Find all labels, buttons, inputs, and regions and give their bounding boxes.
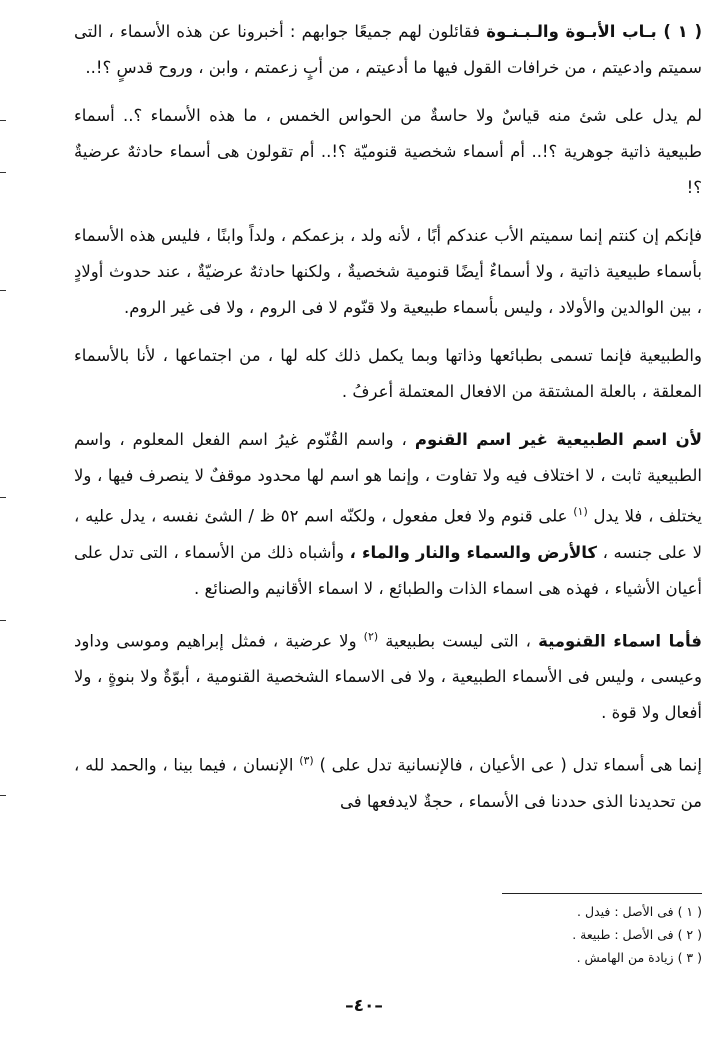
paragraph-text: ، التى ليست بطبيعية xyxy=(378,631,539,650)
footnote-divider xyxy=(502,893,702,894)
paragraph-text: إنما هى أسماء تدل ( عى الأعيان ، فالإنسانية تدل على ) xyxy=(313,755,702,775)
paragraph-fatherhood-sonship xyxy=(74,14,702,86)
page-number: –٤٠– xyxy=(345,996,383,1016)
margin-mark xyxy=(0,497,6,498)
footnotes xyxy=(302,900,702,969)
paragraph-names-of-things xyxy=(74,743,702,820)
bold-phrase: كالأرض والسماء والنار والماء ، xyxy=(349,542,598,562)
footnote-ref-2: (٢) xyxy=(363,629,379,643)
paragraph-text: والطبيعية فإنما تسمى بطبائعها وذاتها وبما يكمل ذلك كله لها ، من اجتماعها ، لأنا بالأسماء المعلقة ، بالعلة المشتقة من الافعال المعتملة أعرفُ . xyxy=(74,346,702,401)
section-heading: ( ١ ) بـاب الأبـوة والـبـنـوة xyxy=(486,22,702,41)
margin-mark xyxy=(0,172,6,173)
margin-mark xyxy=(0,120,6,121)
paragraph-text: ولا عرضية ، فمثل إبراهيم وموسى وداود وعيسى ، وليس فى الأسماء الطبيعية ، ولا فى الاسماء الشخصية القنومية ، أبوّةٌ ولا بنوةٍ ، ولا أفعال ولا قوة . xyxy=(74,631,702,722)
paragraph-text: الإنسان ، فيما بينا ، والحمد لله ، من تحديدنا الذى حددنا فى الأسماء ، حجةٌ لايدفعها فى xyxy=(74,755,702,811)
footnote-3: ( ٣ ) زيادة من الهامش . xyxy=(576,950,702,965)
paragraph-text: لم يدل على شئ منه قياسٌ ولا حاسةٌ من الحواس الخمس ، ما هذه الأسماء ؟.. أسماء طبيعية ذاتية جوهرية ؟!.. أم أسماء شخصية قنوميّة ؟!.. أم تقولون هى أسماء حادثهٌ عرضيةٌ ؟! xyxy=(74,106,702,197)
paragraph-natural-names xyxy=(74,338,702,410)
paragraph-text: فقائلون لهم جميعًا جوابهم : أخبرونا عن هذه الأسماء ، التى سميتم وادعيتم ، من خرافات القول فيها ما أدعيتم ، من أبٍ زعمتم ، وابن ، وروح قدسٍ ؟!.. xyxy=(74,22,702,77)
paragraph-text: على قنوم ولا فعل مفعول ، ولكنّه اسم ٥٢ ظ / الشئ نفسه ، يدل عليه ، لا على جنسه ، xyxy=(74,506,702,562)
bold-phrase: لأن اسم الطبيعية غير اسم القنوم xyxy=(414,430,703,449)
paragraph-text: وأشباه ذلك من الأسماء ، التى تدل على أعيان الأشياء ، فهذه هى اسماء الذات والطبائع ، لا اسماء الأقانيم والصنائع . xyxy=(74,542,702,598)
bold-phrase: فأما اسماء القنومية xyxy=(538,631,702,650)
footnote-ref-3: (٣) xyxy=(299,754,314,767)
paragraph-text: فإنكم إن كنتم إنما سميتم الأب عندكم أبًا ، لأنه ولد ، بزعمكم ، ولداً وابنًا ، فليس هذه الأسماء بأسماء طبيعية ذاتية ، ولا أسماءٌ أيضًا قنومية شخصيةٌ ، ولكنها حادثهٌ عرضيّةٌ ، عند حدوث أولادٍ ، بين الوالدين والأولاد ، وليس بأسماء طبيعية ولا قنّوم لا فى الروم ، ولا فى غير الروم. xyxy=(74,226,702,317)
margin-mark xyxy=(0,795,6,796)
footnote-ref-1: (١) xyxy=(573,505,588,518)
paragraph-hypostatic-names xyxy=(74,619,702,732)
footnote-1: ( ١ ) فى الأصل : فيدل . xyxy=(577,904,702,919)
margin-mark xyxy=(0,290,6,291)
paragraph-named-father xyxy=(74,218,702,326)
paragraph-no-analogy xyxy=(74,98,702,206)
main-text xyxy=(74,14,702,820)
margin-mark xyxy=(0,620,6,621)
paragraph-nature-vs-hypostasis xyxy=(74,422,702,607)
footnote-2: ( ٢ ) فى الأصل : طبيعة . xyxy=(572,927,702,942)
paragraph-text: ، واسم القُنّوم غيرُ اسم الفعل المعلوم ، واسم الطبيعية ثابت ، لا اختلاف فيه ولا تفاوت ، وإنما هو اسم لها محدود موقفٌ لا ينصرف فيها ، ولا يختلف ، فلا يدل xyxy=(74,430,702,526)
